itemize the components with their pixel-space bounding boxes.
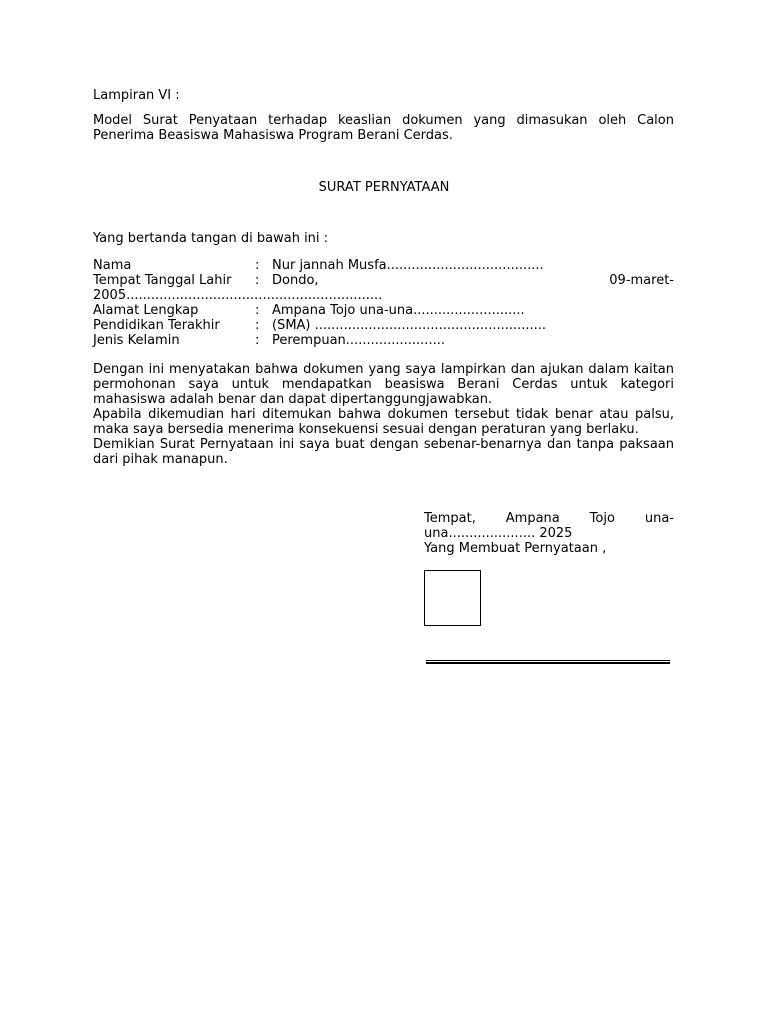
field-colon: : <box>255 258 260 273</box>
field-value-nama: Nur jannah Musfa...................................... <box>272 258 544 273</box>
field-colon: : <box>255 333 260 348</box>
field-colon: : <box>255 318 260 333</box>
statement-paragraph: Dengan ini menyatakan bahwa dokumen yang saya lampirkan dan ajukan dalam kaitan permohonan saya untuk mendapatkan beasiswa Berani Cerdas untuk kategori mahasiswa adalah benar dan dapat dipertanggungjawabkan. <box>93 362 674 407</box>
field-row-ttl-continued <box>93 288 674 303</box>
field-value-ttl-date-start: 09-maret- <box>609 273 674 288</box>
field-value-jenis-kelamin: Perempuan........................ <box>272 333 445 348</box>
signature-line <box>426 660 670 664</box>
field-value-pendidikan: (SMA) ........................................................ <box>272 318 547 333</box>
signature-place-date: Tempat, Ampana Tojo una-una..................... 2025 <box>424 511 674 541</box>
field-row-pendidikan <box>93 318 674 333</box>
field-row-alamat <box>93 303 674 318</box>
field-value-ttl-place: Dondo, <box>272 273 319 288</box>
attachment-label: Lampiran VI : <box>93 88 180 103</box>
consequence-paragraph: Apabila dikemudian hari ditemukan bahwa dokumen tersebut tidak benar atau palsu, maka saya bersedia menerima konsekuensi sesuai dengan peraturan yang berlaku. <box>93 407 674 437</box>
signature-block <box>424 511 674 556</box>
field-row-jenis-kelamin <box>93 333 674 348</box>
field-row-nama <box>93 258 674 273</box>
intro-paragraph: Model Surat Penyataan terhadap keaslian dokumen yang dimasukan oleh Calon Penerima Beasiswa Mahasiswa Program Berani Cerdas. <box>93 113 674 143</box>
field-value-alamat: Ampana Tojo una-una........................... <box>272 303 525 318</box>
field-colon: : <box>255 273 260 288</box>
field-label-pendidikan: Pendidikan Terakhir <box>93 318 220 333</box>
field-colon: : <box>255 303 260 318</box>
field-value-ttl-date-end: 2005.............................................................. <box>93 288 383 303</box>
field-row-ttl <box>93 273 674 288</box>
signer-label: Yang Membuat Pernyataan , <box>424 541 607 556</box>
field-label-jenis-kelamin: Jenis Kelamin <box>93 333 180 348</box>
photo-box <box>424 570 481 626</box>
field-label-alamat: Alamat Lengkap <box>93 303 199 318</box>
opening-line: Yang bertanda tangan di bawah ini : <box>93 231 329 246</box>
document-title: SURAT PERNYATAAN <box>318 180 450 195</box>
field-label-ttl: Tempat Tanggal Lahir <box>93 273 232 288</box>
closing-paragraph: Demikian Surat Pernyataan ini saya buat dengan sebenar-benarnya dan tanpa paksaan dari pihak manapun. <box>93 437 674 467</box>
field-label-nama: Nama <box>93 258 132 273</box>
identity-fields <box>93 258 674 348</box>
